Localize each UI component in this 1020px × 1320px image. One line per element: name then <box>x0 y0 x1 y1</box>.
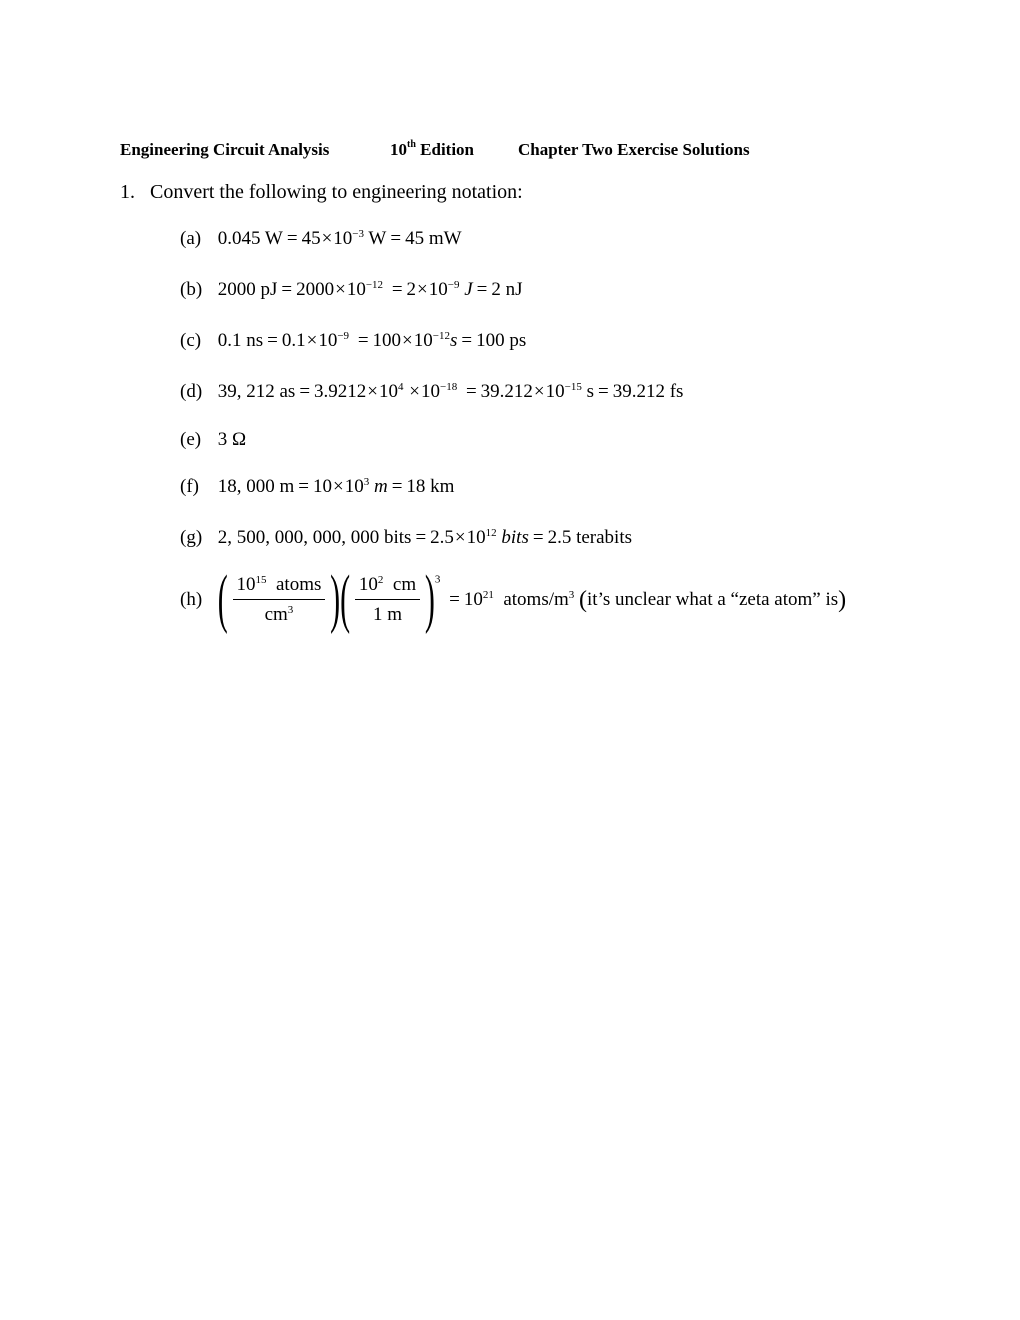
edition: 10th Edition <box>390 139 475 159</box>
part-e: (e) 3 Ω <box>180 429 247 450</box>
left-paren: ( <box>217 562 228 636</box>
document-header <box>120 139 750 160</box>
part-label: (b) <box>180 279 203 300</box>
part-label: (h) <box>180 589 203 610</box>
problem-prompt: Convert the following to engineering notation: <box>150 181 523 203</box>
chapter-title: Chapter Two Exercise Solutions <box>518 140 750 159</box>
left-paren: ( <box>340 562 351 636</box>
problem-number: 1. <box>120 181 135 203</box>
part-label: (e) <box>180 429 202 450</box>
right-paren: ) <box>330 562 341 636</box>
part-g: (g) 2, 500, 000, 000, 000 bits = $2.5\times 10^{12}$ bits = 2.5 terabits <box>180 527 632 548</box>
part-a: (a) 0.045 $W = 45\times 10^{-3}$ W = 45 mW <box>180 228 462 249</box>
part-label: (d) <box>180 381 203 402</box>
part-label: (f) <box>180 476 199 497</box>
part-label: (g) <box>180 527 203 548</box>
right-paren: ) <box>424 562 435 636</box>
part-label: (a) <box>180 228 202 249</box>
part-f: (f) 18, 000 $m = 10\times 10^3$ m = 18 km <box>180 476 455 497</box>
problem-statement <box>120 181 523 204</box>
part-h: (h) ( $\frac{10^{15} atoms}{cm^3}$ )( $\frac{10^2 cm}{1 m}$ )$^3 = 10^{21}$ atoms/$m^3$ (it’s unclear what a “zeta atom” is) <box>180 562 847 636</box>
part-b: (b) 2000 pJ = $2000\times 10^{-12} = 2\times 10^{-9}$ J = 2 nJ <box>180 279 523 300</box>
fraction-atoms-per-cm3: $\frac{10^{15} atoms}{cm^3}$ <box>233 574 326 626</box>
note: it’s unclear what a “zeta atom” is <box>587 588 839 610</box>
part-label: (c) <box>180 330 202 351</box>
fraction-cm-per-m: $\frac{10^2 cm}{1 m}$ <box>355 574 420 626</box>
part-c: (c) 0.1 ns = $0.1\times 10^{-9} = 100\times 10^{-12}s = 100$ ps <box>180 330 527 351</box>
book-title: Engineering Circuit Analysis <box>120 140 330 159</box>
part-d: (d) 39, 212 as = $3.9212\times 10^4 \times 10^{-18} = 39.212\times 10^{-15}$ s = 39.212 fs <box>180 381 684 402</box>
